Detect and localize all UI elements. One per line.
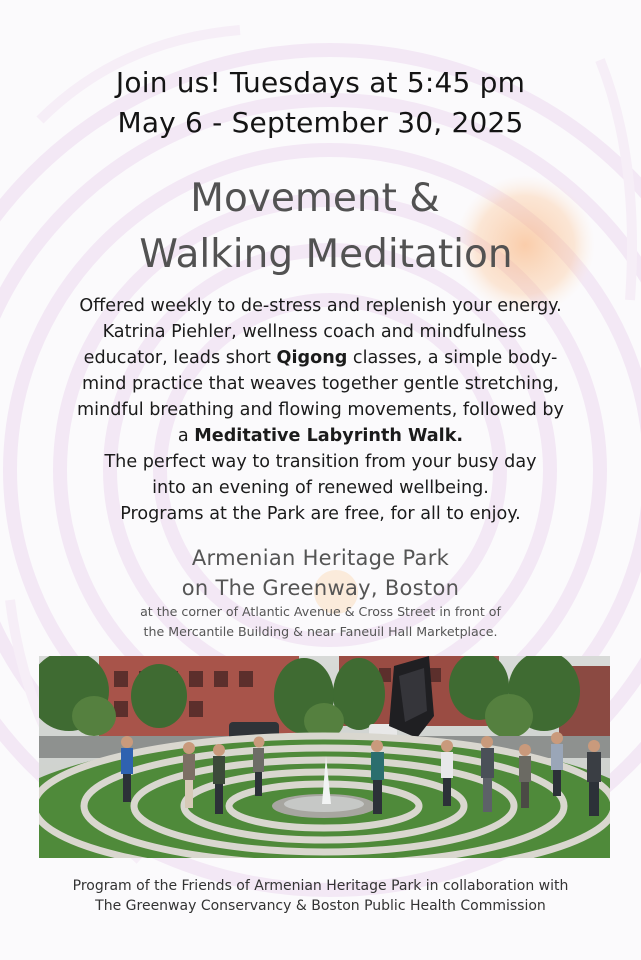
description-line-5: mindful breathing and flowing movements, followed by xyxy=(77,400,564,420)
location-detail-2: the Mercantile Building & near Faneuil Hall Marketplace. xyxy=(143,624,498,639)
schedule-date-range: May 6 - September 30, 2025 xyxy=(117,106,524,139)
description-line-9: Programs at the Park are free, for all to enjoy. xyxy=(120,504,521,524)
location-subtitle: on The Greenway, Boston xyxy=(181,576,460,600)
event-title-line-1: Movement & xyxy=(190,176,440,221)
description-line-6 xyxy=(0,426,641,446)
labyrinth-walk-highlight: Meditative Labyrinth Walk. xyxy=(194,426,464,446)
description-line-4: mind practice that weaves together gentle stretching, xyxy=(82,374,559,394)
location-detail-1: at the corner of Atlantic Avenue & Cross Street in front of xyxy=(140,604,501,619)
description-line-8: into an evening of renewed wellbeing. xyxy=(152,478,489,498)
park-labyrinth-photo xyxy=(39,656,610,858)
description-line-3-end: classes, a simple body- xyxy=(347,348,558,368)
description-line-6-start: a xyxy=(177,426,195,446)
footer-collaboration-line-2: The Greenway Conservancy & Boston Public Health Commission xyxy=(95,898,546,914)
event-title-line-2: Walking Meditation xyxy=(139,232,513,277)
schedule-day-time: Join us! Tuesdays at 5:45 pm xyxy=(115,66,526,99)
description-line-1: Offered weekly to de-stress and replenish your energy. xyxy=(79,296,562,316)
description-line-2: Katrina Piehler, wellness coach and mindfulness xyxy=(102,322,527,342)
description-line-3 xyxy=(0,348,641,368)
location-name: Armenian Heritage Park xyxy=(191,546,450,570)
footer-collaboration-line-1: Program of the Friends of Armenian Heritage Park in collaboration with xyxy=(72,878,569,894)
description-line-3-start: educator, leads short xyxy=(83,348,277,368)
qigong-highlight: Qigong xyxy=(276,348,348,368)
description-line-7: The perfect way to transition from your busy day xyxy=(104,452,537,472)
